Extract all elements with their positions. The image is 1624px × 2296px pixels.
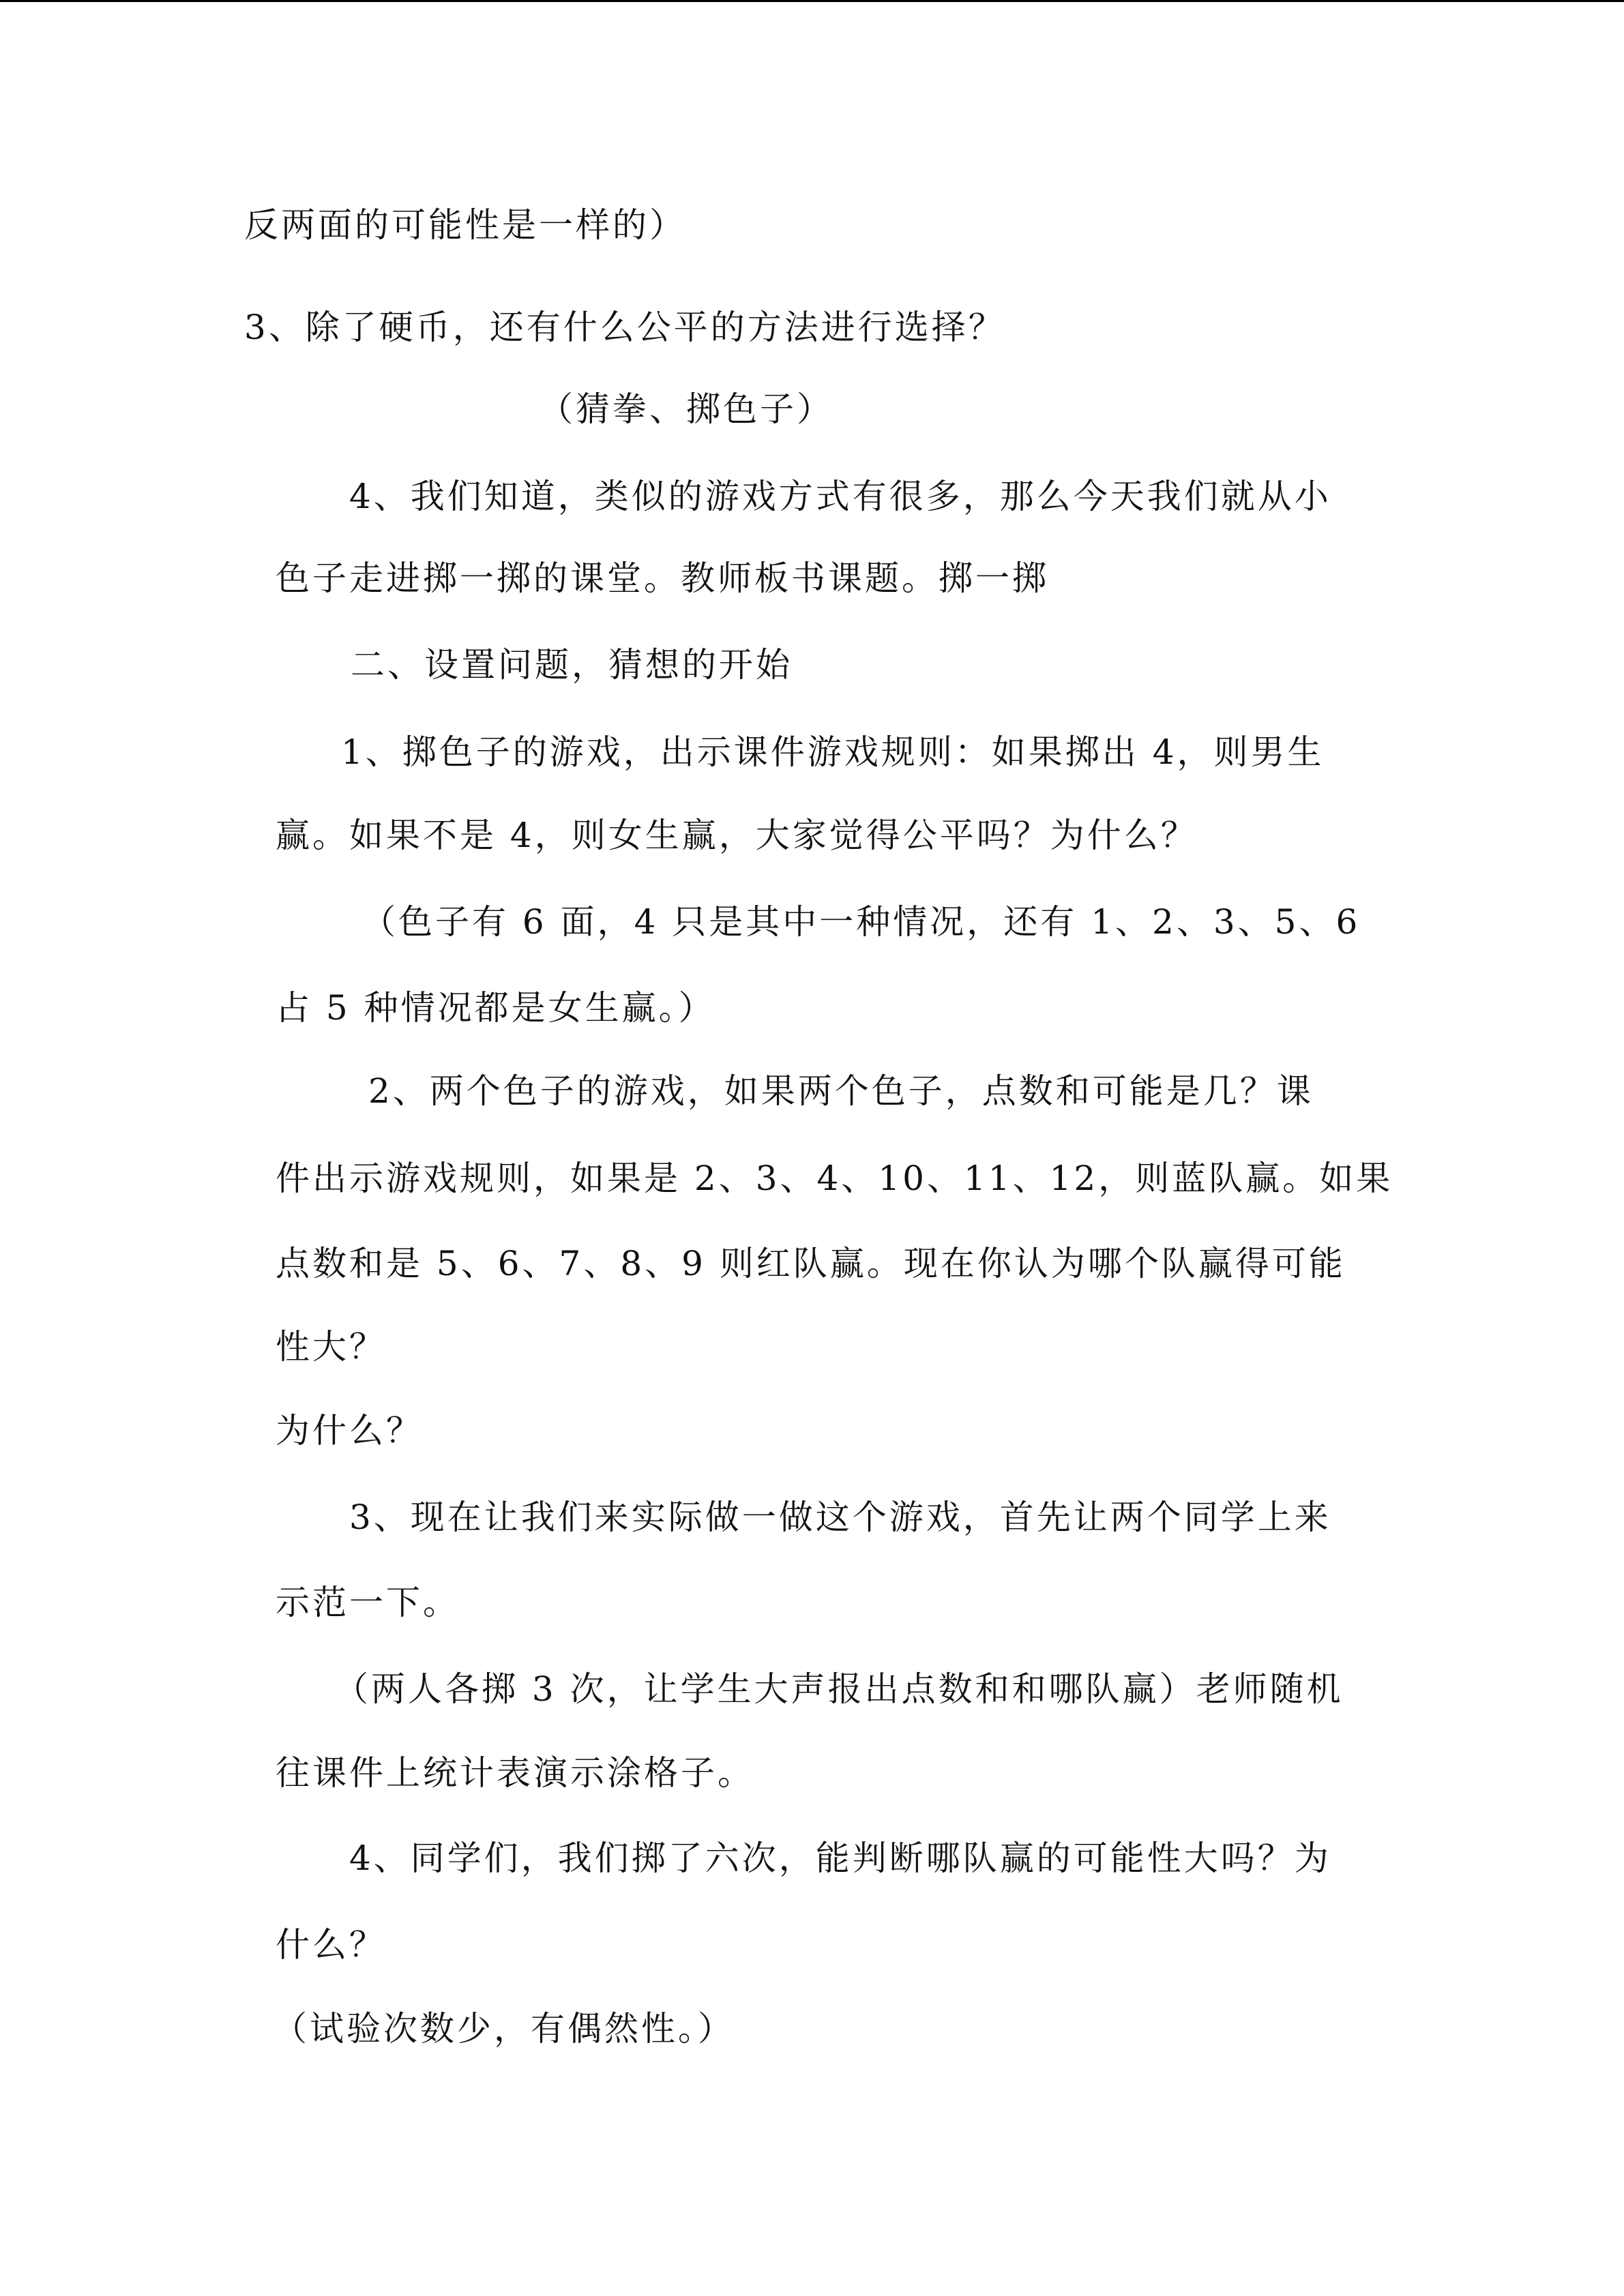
text-line: 什么？ [276, 1925, 386, 1965]
text-line: 1、掷色子的游戏，出示课件游戏规则：如果掷出 4，则男生 [341, 732, 1325, 772]
text-line: 4、我们知道，类似的游戏方式有很多，那么今天我们就从小 [349, 477, 1331, 516]
text-line: 反两面的可能性是一样的） [244, 205, 686, 245]
text-line: 色子走进掷一掷的课堂。教师板书课题。掷一掷 [276, 558, 1049, 598]
text-line: （两人各掷 3 次，让学生大声报出点数和和哪队赢）老师随机 [334, 1669, 1344, 1709]
text-line: （色子有 6 面，4 只是其中一种情况，还有 1、2、3、5、6 [361, 902, 1361, 942]
text-line: （试验次数少，有偶然性。） [273, 2009, 735, 2048]
text-line: 4、同学们，我们掷了六次，能判断哪队赢的可能性大吗？为 [349, 1838, 1331, 1878]
text-line: 示范一下。 [276, 1583, 460, 1622]
text-line: 占 5 种情况都是女生赢。） [276, 988, 715, 1028]
text-line: 赢。如果不是 4，则女生赢，大家觉得公平吗？为什么？ [276, 816, 1198, 855]
text-line: 点数和是 5、6、7、8、9 则红队赢。现在你认为哪个队赢得可能 [276, 1244, 1346, 1283]
text-line: 往课件上统计表演示涂格子。 [276, 1753, 754, 1793]
text-line: 3、现在让我们来实际做一做这个游戏，首先让两个同学上来 [349, 1497, 1331, 1537]
text-line: 为什么？ [276, 1411, 423, 1450]
text-line: （猜拳、掷色子） [539, 389, 833, 429]
text-line: 2、两个色子的游戏，如果两个色子，点数和可能是几？课 [368, 1071, 1314, 1111]
text-line: 性大？ [276, 1327, 386, 1367]
text-line: 3、除了硬币，还有什么公平的方法进行选择？ [244, 308, 1005, 347]
text-line: 二、设置问题，猜想的开始 [351, 645, 793, 685]
text-line: 件出示游戏规则，如果是 2、3、4、10、11、12，则蓝队赢。如果 [276, 1159, 1393, 1198]
